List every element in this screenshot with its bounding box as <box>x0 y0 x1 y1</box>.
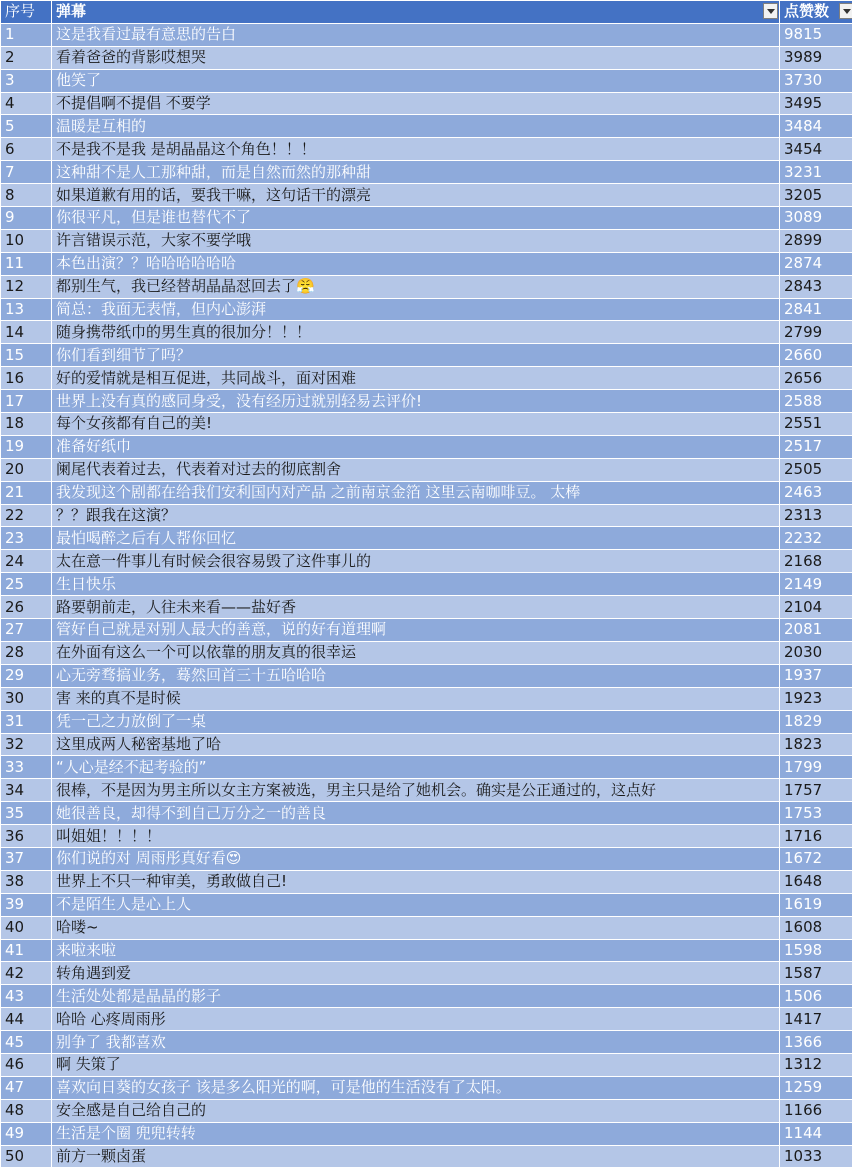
cell-index[interactable]: 50 <box>1 1145 52 1168</box>
cell-index[interactable]: 38 <box>1 870 52 893</box>
cell-likes[interactable]: 1144 <box>780 1122 852 1145</box>
cell-index[interactable]: 1 <box>1 23 52 46</box>
cell-index[interactable]: 42 <box>1 962 52 985</box>
cell-comment[interactable]: 世界上不只一种审美，勇敢做自己! <box>52 870 780 893</box>
table-row <box>1 710 852 733</box>
table-row <box>1 413 852 436</box>
table-row <box>1 252 852 275</box>
cell-comment[interactable]: 哈喽~ <box>52 916 780 939</box>
cell-index[interactable]: 7 <box>1 161 52 184</box>
cell-index[interactable]: 21 <box>1 481 52 504</box>
cell-comment[interactable]: 温暖是互相的 <box>52 115 780 138</box>
table-row <box>1 481 852 504</box>
cell-comment[interactable]: 生活是个圈 兜兜转转 <box>52 1122 780 1145</box>
cell-likes[interactable]: 3989 <box>780 46 852 69</box>
cell-index[interactable]: 15 <box>1 344 52 367</box>
cell-likes[interactable]: 2551 <box>780 413 852 436</box>
header-likes[interactable] <box>780 1 852 24</box>
cell-index[interactable]: 36 <box>1 825 52 848</box>
cell-likes[interactable]: 3730 <box>780 69 852 92</box>
cell-comment[interactable]: 阑尾代表着过去，代表着对过去的彻底割舍 <box>52 458 780 481</box>
cell-index[interactable]: 24 <box>1 550 52 573</box>
cell-index[interactable]: 41 <box>1 939 52 962</box>
cell-comment[interactable]: 本色出演？？哈哈哈哈哈哈 <box>52 252 780 275</box>
cell-likes[interactable]: 1923 <box>780 687 852 710</box>
table-row <box>1 458 852 481</box>
cell-comment[interactable]: ？？跟我在这演？ <box>52 504 780 527</box>
cell-likes[interactable]: 1312 <box>780 1053 852 1076</box>
cell-likes[interactable]: 1366 <box>780 1031 852 1054</box>
table-row <box>1 229 852 252</box>
cell-likes[interactable]: 9815 <box>780 23 852 46</box>
cell-comment[interactable]: 来啦来啦 <box>52 939 780 962</box>
cell-index[interactable]: 19 <box>1 435 52 458</box>
table-row <box>1 1076 852 1099</box>
cell-comment[interactable]: 转角遇到爱 <box>52 962 780 985</box>
cell-index[interactable]: 20 <box>1 458 52 481</box>
cell-comment[interactable]: 前方一颗卤蛋 <box>52 1145 780 1168</box>
table-row <box>1 962 852 985</box>
cell-index[interactable]: 26 <box>1 596 52 619</box>
cell-index[interactable]: 49 <box>1 1122 52 1145</box>
cell-likes[interactable]: 2799 <box>780 321 852 344</box>
cell-comment[interactable]: 简总：我面无表情，但内心澎湃 <box>52 298 780 321</box>
cell-comment[interactable]: 他笑了 <box>52 69 780 92</box>
cell-index[interactable]: 32 <box>1 733 52 756</box>
cell-index[interactable]: 40 <box>1 916 52 939</box>
cell-index[interactable]: 27 <box>1 619 52 642</box>
cell-comment[interactable]: 看着爸爸的背影哎想哭 <box>52 46 780 69</box>
table-row <box>1 641 852 664</box>
cell-index[interactable]: 45 <box>1 1031 52 1054</box>
table-row <box>1 847 852 870</box>
table-row <box>1 298 852 321</box>
table-row <box>1 916 852 939</box>
cell-index[interactable]: 43 <box>1 985 52 1008</box>
table-row <box>1 870 852 893</box>
cell-comment[interactable]: 啊 失策了 <box>52 1053 780 1076</box>
cell-comment[interactable]: 准备好纸巾 <box>52 435 780 458</box>
cell-likes[interactable]: 3205 <box>780 184 852 207</box>
header-comment[interactable] <box>52 1 780 24</box>
cell-comment[interactable]: 凭一己之力放倒了一桌 <box>52 710 780 733</box>
table-row <box>1 92 852 115</box>
cell-comment[interactable]: 心无旁骛搞业务，蓦然回首三十五哈哈哈 <box>52 664 780 687</box>
cell-comment[interactable]: 别争了 我都喜欢 <box>52 1031 780 1054</box>
cell-likes[interactable]: 3454 <box>780 138 852 161</box>
table-row <box>1 184 852 207</box>
cell-comment[interactable]: 生日快乐 <box>52 573 780 596</box>
table-row <box>1 367 852 390</box>
cell-index[interactable]: 2 <box>1 46 52 69</box>
table-row <box>1 23 852 46</box>
table-row <box>1 1122 852 1145</box>
table-row <box>1 138 852 161</box>
cell-comment[interactable]: “人心是经不起考验的” <box>52 756 780 779</box>
table-row <box>1 779 852 802</box>
header-row <box>1 1 852 24</box>
table-row <box>1 1008 852 1031</box>
cell-likes[interactable]: 2899 <box>780 229 852 252</box>
cell-likes[interactable]: 1829 <box>780 710 852 733</box>
cell-index[interactable]: 44 <box>1 1008 52 1031</box>
cell-index[interactable]: 10 <box>1 229 52 252</box>
table-row <box>1 1053 852 1076</box>
cell-likes[interactable]: 2660 <box>780 344 852 367</box>
cell-index[interactable]: 9 <box>1 207 52 230</box>
cell-likes[interactable]: 2656 <box>780 367 852 390</box>
cell-likes[interactable]: 2104 <box>780 596 852 619</box>
cell-likes[interactable]: 1608 <box>780 916 852 939</box>
cell-likes[interactable]: 2505 <box>780 458 852 481</box>
cell-likes[interactable]: 2030 <box>780 641 852 664</box>
cell-comment[interactable]: 叫姐姐！！！！ <box>52 825 780 848</box>
table-row <box>1 161 852 184</box>
cell-index[interactable]: 34 <box>1 779 52 802</box>
cell-comment[interactable]: 太在意一件事儿有时候会很容易毁了这件事儿的 <box>52 550 780 573</box>
header-likes-label: 点赞数 <box>784 2 830 21</box>
cell-comment[interactable]: 这种甜不是人工那种甜，而是自然而然的那种甜 <box>52 161 780 184</box>
table-row <box>1 573 852 596</box>
cell-comment[interactable]: 不提倡啊不提倡 不要学 <box>52 92 780 115</box>
cell-likes[interactable]: 2313 <box>780 504 852 527</box>
table-row <box>1 1145 852 1168</box>
cell-likes[interactable]: 1716 <box>780 825 852 848</box>
cell-index[interactable]: 29 <box>1 664 52 687</box>
cell-likes[interactable]: 1259 <box>780 1076 852 1099</box>
table-row <box>1 46 852 69</box>
cell-likes[interactable]: 3495 <box>780 92 852 115</box>
table-row <box>1 687 852 710</box>
cell-likes[interactable]: 2232 <box>780 527 852 550</box>
cell-likes[interactable]: 1587 <box>780 962 852 985</box>
cell-comment[interactable]: 你们看到细节了吗？ <box>52 344 780 367</box>
cell-comment[interactable]: 很棒，不是因为男主所以女主方案被选，男主只是给了她机会。确实是公正通过的，这点好 <box>52 779 780 802</box>
table-row <box>1 1099 852 1122</box>
header-index[interactable] <box>1 1 52 24</box>
cell-comment[interactable]: 好的爱情就是相互促进，共同战斗，面对困难 <box>52 367 780 390</box>
table-row <box>1 527 852 550</box>
cell-index[interactable]: 25 <box>1 573 52 596</box>
cell-likes[interactable]: 1166 <box>780 1099 852 1122</box>
cell-likes[interactable]: 3089 <box>780 207 852 230</box>
cell-comment[interactable]: 在外面有这么一个可以依靠的朋友真的很幸运 <box>52 641 780 664</box>
cell-index[interactable]: 3 <box>1 69 52 92</box>
cell-comment[interactable]: 如果道歉有用的话，要我干嘛，这句话干的漂亮 <box>52 184 780 207</box>
cell-comment[interactable]: 不是我不是我 是胡晶晶这个角色！！！ <box>52 138 780 161</box>
cell-index[interactable]: 4 <box>1 92 52 115</box>
cell-likes[interactable]: 2588 <box>780 390 852 413</box>
table-row <box>1 664 852 687</box>
table-row <box>1 733 852 756</box>
cell-index[interactable]: 13 <box>1 298 52 321</box>
cell-index[interactable]: 39 <box>1 893 52 916</box>
table-row <box>1 596 852 619</box>
cell-index[interactable]: 31 <box>1 710 52 733</box>
table-row <box>1 207 852 230</box>
cell-likes[interactable]: 2168 <box>780 550 852 573</box>
table-row <box>1 344 852 367</box>
cell-comment[interactable]: 你们说的对 周雨彤真好看😍 <box>52 847 780 870</box>
cell-index[interactable]: 18 <box>1 413 52 436</box>
cell-index[interactable]: 37 <box>1 847 52 870</box>
cell-index[interactable]: 35 <box>1 802 52 825</box>
cell-likes[interactable]: 2841 <box>780 298 852 321</box>
cell-comment[interactable]: 生活处处都是晶晶的影子 <box>52 985 780 1008</box>
cell-comment[interactable]: 许言错误示范，大家不要学哦 <box>52 229 780 252</box>
cell-index[interactable]: 8 <box>1 184 52 207</box>
cell-likes[interactable]: 1619 <box>780 893 852 916</box>
cell-comment[interactable]: 她很善良，却得不到自己万分之一的善良 <box>52 802 780 825</box>
cell-comment[interactable]: 害 来的真不是时候 <box>52 687 780 710</box>
table-row <box>1 802 852 825</box>
cell-likes[interactable]: 2149 <box>780 573 852 596</box>
cell-likes[interactable]: 2874 <box>780 252 852 275</box>
cell-index[interactable]: 23 <box>1 527 52 550</box>
cell-index[interactable]: 48 <box>1 1099 52 1122</box>
cell-likes[interactable]: 1648 <box>780 870 852 893</box>
cell-comment[interactable]: 不是陌生人是心上人 <box>52 893 780 916</box>
cell-likes[interactable]: 1753 <box>780 802 852 825</box>
cell-comment[interactable]: 都别生气，我已经替胡晶晶怼回去了😤 <box>52 275 780 298</box>
cell-comment[interactable]: 这里成两人秘密基地了哈 <box>52 733 780 756</box>
cell-likes[interactable]: 2843 <box>780 275 852 298</box>
table-row <box>1 504 852 527</box>
table-row <box>1 69 852 92</box>
cell-comment[interactable]: 管好自己就是对别人最大的善意，说的好有道理啊 <box>52 619 780 642</box>
cell-index[interactable]: 30 <box>1 687 52 710</box>
cell-comment[interactable]: 世界上没有真的感同身受，没有经历过就别轻易去评价! <box>52 390 780 413</box>
cell-likes[interactable]: 1033 <box>780 1145 852 1168</box>
cell-comment[interactable]: 你很平凡，但是谁也替代不了 <box>52 207 780 230</box>
table-row <box>1 939 852 962</box>
cell-index[interactable]: 14 <box>1 321 52 344</box>
table-row <box>1 985 852 1008</box>
cell-index[interactable]: 6 <box>1 138 52 161</box>
cell-comment[interactable]: 安全感是自己给自己的 <box>52 1099 780 1122</box>
cell-comment[interactable]: 喜欢向日葵的女孩子 该是多么阳光的啊，可是他的生活没有了太阳。 <box>52 1076 780 1099</box>
cell-comment[interactable]: 我发现这个剧都在给我们安利国内对产品 之前南京金箔 这里云南咖啡豆。 太棒 <box>52 481 780 504</box>
table-row <box>1 1031 852 1054</box>
cell-likes[interactable]: 2463 <box>780 481 852 504</box>
header-comment-label: 弹幕 <box>56 2 87 21</box>
cell-likes[interactable]: 3484 <box>780 115 852 138</box>
cell-comment[interactable]: 这是我看过最有意思的告白 <box>52 23 780 46</box>
table-row <box>1 550 852 573</box>
table-row <box>1 115 852 138</box>
cell-index[interactable]: 17 <box>1 390 52 413</box>
cell-likes[interactable]: 1672 <box>780 847 852 870</box>
table-row <box>1 619 852 642</box>
cell-comment[interactable]: 每个女孩都有自己的美! <box>52 413 780 436</box>
cell-index[interactable]: 11 <box>1 252 52 275</box>
cell-comment[interactable]: 最怕喝醉之后有人帮你回忆 <box>52 527 780 550</box>
cell-index[interactable]: 46 <box>1 1053 52 1076</box>
cell-comment[interactable]: 路要朝前走，人往未来看——盐好香 <box>52 596 780 619</box>
cell-comment[interactable]: 随身携带纸巾的男生真的很加分！！！ <box>52 321 780 344</box>
cell-likes[interactable]: 1417 <box>780 1008 852 1031</box>
cell-index[interactable]: 47 <box>1 1076 52 1099</box>
cell-index[interactable]: 22 <box>1 504 52 527</box>
table-row <box>1 321 852 344</box>
table-row <box>1 390 852 413</box>
cell-likes[interactable]: 1757 <box>780 779 852 802</box>
cell-index[interactable]: 5 <box>1 115 52 138</box>
table-row <box>1 893 852 916</box>
cell-likes[interactable]: 1937 <box>780 664 852 687</box>
cell-likes[interactable]: 3231 <box>780 161 852 184</box>
cell-likes[interactable]: 1598 <box>780 939 852 962</box>
cell-likes[interactable]: 2081 <box>780 619 852 642</box>
table-row <box>1 275 852 298</box>
cell-index[interactable]: 28 <box>1 641 52 664</box>
table-row <box>1 435 852 458</box>
cell-likes[interactable]: 1506 <box>780 985 852 1008</box>
cell-index[interactable]: 33 <box>1 756 52 779</box>
cell-likes[interactable]: 1823 <box>780 733 852 756</box>
cell-likes[interactable]: 1799 <box>780 756 852 779</box>
cell-comment[interactable]: 哈哈 心疼周雨彤 <box>52 1008 780 1031</box>
filter-dropdown-icon[interactable] <box>839 3 852 19</box>
cell-index[interactable]: 12 <box>1 275 52 298</box>
table-row <box>1 756 852 779</box>
cell-index[interactable]: 16 <box>1 367 52 390</box>
header-index-label: 序号 <box>5 2 36 21</box>
table-row <box>1 825 852 848</box>
cell-likes[interactable]: 2517 <box>780 435 852 458</box>
filter-dropdown-icon[interactable] <box>763 3 778 19</box>
